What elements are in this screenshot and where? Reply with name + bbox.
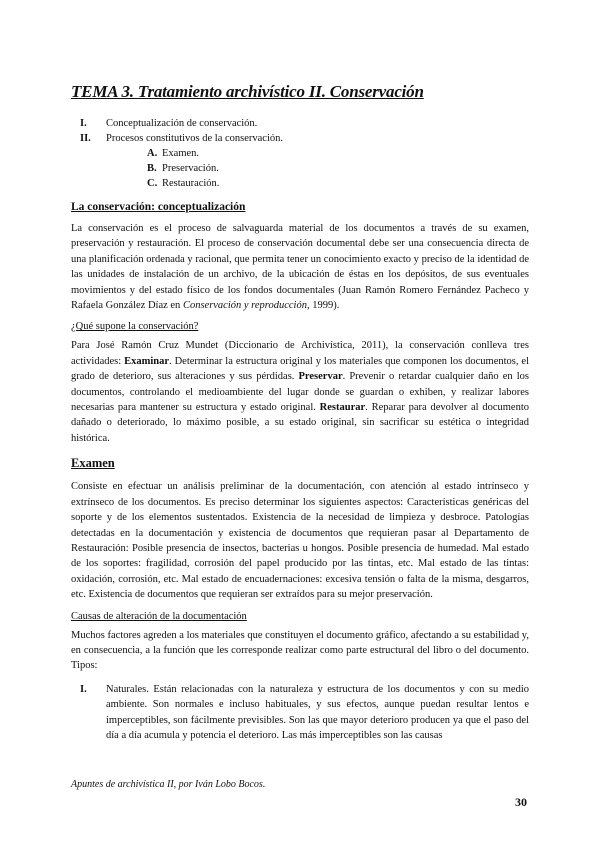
list-item <box>106 176 529 191</box>
section-heading: La conservación: conceptualización <box>71 201 246 213</box>
list-item <box>71 682 529 744</box>
list-label: Conceptualización de conservación. <box>106 118 258 129</box>
list-number: B. <box>147 163 157 174</box>
list-item <box>106 146 529 161</box>
list-number: A. <box>147 148 158 159</box>
paragraph: Consiste en efectuar un análisis preliminar de la documentación, con atención al estado intrínseco y extrínseco de los documentos. Es preciso determinar los siguientes aspectos: Características genéricas del soporte y de los elementos sustentados. Existencia de la necesidad de limpieza y desbroce. Patologías detectadas en la documentación y existencia de documentos que requieran pasar al Departamento de Restauración: Posible presencia de insectos, bacterias u hongos. Posible presencia de humedad. Mal estado de los soportes: fragilidad, corrosión del papel producido por las tintas, etc. Mal estado de las tintas: oxidación, corrosión, etc. Mal estado de encuadernaciones: excesiva tensión o falta de la misma, desgarros, etc. Existencia de documentos que requieran ser extraídos para su mejor preservación. <box>71 481 529 601</box>
paragraph: La conservación es el proceso de salvaguarda material de los documentos a través de su examen, preservación y restauración. El proceso de conservación documental debe ser una consecuencia directa de una planificación ordenada y racional, que permita tener un conocimiento exacto y preciso de la identidad de las unidades de instalación de un archivo, de la ubicación de éstas en los depósitos, de sus eventuales movimientos y del estado físico de los fondos documentales (Juan Ramón Romero Fernández Pacheco y Rafaela González Díaz en Conservación y reproducción, 1999). <box>71 223 529 312</box>
list-number: II. <box>80 133 91 144</box>
list-number: I. <box>80 683 87 695</box>
list-number: I. <box>80 118 87 129</box>
list-item <box>71 131 529 191</box>
subsection-heading: ¿Qué supone la conservación? <box>71 321 199 333</box>
list-number: C. <box>147 178 158 189</box>
sub-outline-list <box>106 146 529 191</box>
page-number: 30 <box>515 795 527 809</box>
outline-list <box>71 116 529 191</box>
subsection-heading: Causas de alteración de la documentación <box>71 610 247 622</box>
list-label: Restauración. <box>162 178 220 189</box>
list-item <box>71 116 529 131</box>
list-label: Examen. <box>162 148 200 159</box>
page-footer: Apuntes de archivística II, por Iván Lobo Bocos. <box>71 779 266 790</box>
page-title: TEMA 3. Tratamiento archivístico II. Conservación <box>71 82 424 101</box>
page-content <box>71 82 529 743</box>
paragraph: Para José Ramón Cruz Mundet (Diccionario de Archivística, 2011), la conservación conlleva tres actividades: Examinar. Determinar la estructura original y los materiales que componen los documentos, el grado de deterioro, sus alteraciones y sus pérdidas. Preservar. Prevenir o retardar cualquier daño en los documentos, controlando el medioambiente del lugar donde se guardan o exhiben, y realizar labores necesarias para mantener su estructura y estado original. Restaurar. Reparar para devolver al documento dañado o deteriorado, lo máximo posible, a su estado original, sin sacrificar su estética o integridad histórica. <box>71 340 530 444</box>
paragraph: Muchos factores agreden a los materiales que constituyen el documento gráfico, afectando a su estabilidad y, en consecuencia, a la función que les corresponde realizar como parte estructural del libro o del documento. Tipos: <box>71 629 529 672</box>
section-heading: Examen <box>71 456 115 471</box>
list-item <box>106 161 529 176</box>
list-label: Preservación. <box>162 163 219 174</box>
list-text: Naturales. Están relacionadas con la naturaleza y estructura de los documentos y con su medio ambiente. Son normales e incluso habituales, y sus efectos, aunque puedan resultar lentos e imperceptibles, son fácilmente previsibles. Son las que mayor deterioro producen ya que el paso del día a día acumula y potencia el deterioro. Las más imperceptibles son las causas <box>106 683 529 741</box>
list-label: Procesos constitutivos de la conservación. <box>106 133 284 144</box>
